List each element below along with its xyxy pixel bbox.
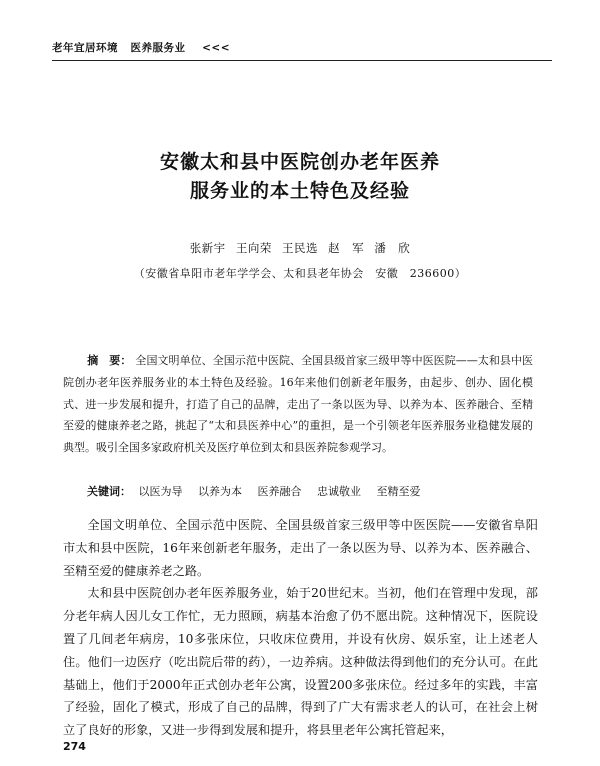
keyword: 至精至爱 [376, 485, 421, 498]
keyword: 忠诚敬业 [317, 485, 361, 498]
author-name: 王向荣 [235, 241, 272, 255]
article-body [63, 514, 538, 742]
abstract [63, 350, 533, 459]
author-name: 赵 军 [328, 241, 365, 255]
keyword: 以医为导 [138, 485, 183, 498]
header-arrows: <<< [202, 42, 230, 54]
body-paragraph: 太和县中医院创办老年医养服务业，始于20世纪末。当初，他们在管理中发现，部分老年病人因儿女工作忙，无力照顾，病基本治愈了仍不愿出院。这种情况下，医院设置了几间老年病房，10多张床位，只收床位费用，并设有伙房、娱乐室，让上述老人住。他们一边医疗（吃出院后带的药），一边养病。这种做法得到他们的充分认可。在此基础上，他们于2000年正式创办老年公寓，设置200多张床位。经过多年的实践，丰富了经验，固化了模式，形成了自己的品牌，得到了广大有需求老人的认可，在社会上树立了良好的形象，又进一步得到发展和提升，将县里老年公寓托管起来， [63, 586, 538, 738]
author-name: 张新宇 [189, 241, 226, 255]
abstract-text: 全国文明单位、全国示范中医院、全国县级首家三级甲等中医医院——太和县中医院创办老年医养服务业的本土特色及经验。16年来他们创新老年服务，由起步、创办、固化模式、进一步发展和提升，打造了自己的品牌，走出了一条以医为导、以养为本、医养融合、至精至爱的健康养老之路，挑起了“太和县医养中心”的重担，是一个引领老年医养服务业稳健发展的典型。吸引全国多家政府机关及医疗单位到太和县医养院参观学习。 [63, 354, 534, 455]
body-paragraph: 全国文明单位、全国示范中医院、全国县级首家三级甲等中医医院——安徽省阜阳市太和县中医院，16年来创新老年服务，走出了一条以医为导、以养为本、医养融合、至精至爱的健康养老之路。 [63, 518, 538, 578]
page-number: 274 [63, 740, 86, 753]
keywords-label: 关键词： [87, 485, 131, 498]
header-section: 老年宜居环境 [52, 42, 118, 54]
author-name: 王民选 [282, 241, 318, 255]
keyword: 医养融合 [257, 485, 302, 498]
header-divider [52, 60, 552, 61]
running-header [52, 40, 552, 55]
header-column: 医养服务业 [130, 42, 186, 54]
affiliation: （安徽省阜阳市老年学学会、太和县老年协会 安徽 236600） [133, 267, 467, 280]
abstract-label: 摘 要： [87, 354, 132, 367]
article-title-line-1: 安徽太和县中医院创办老年医养 [159, 151, 440, 173]
author-name: 潘 欣 [374, 241, 411, 255]
author-list [0, 240, 600, 256]
article-title-line-2: 服务业的本土特色及经验 [189, 180, 410, 202]
keyword: 以养为本 [198, 485, 242, 498]
keywords [87, 483, 537, 499]
